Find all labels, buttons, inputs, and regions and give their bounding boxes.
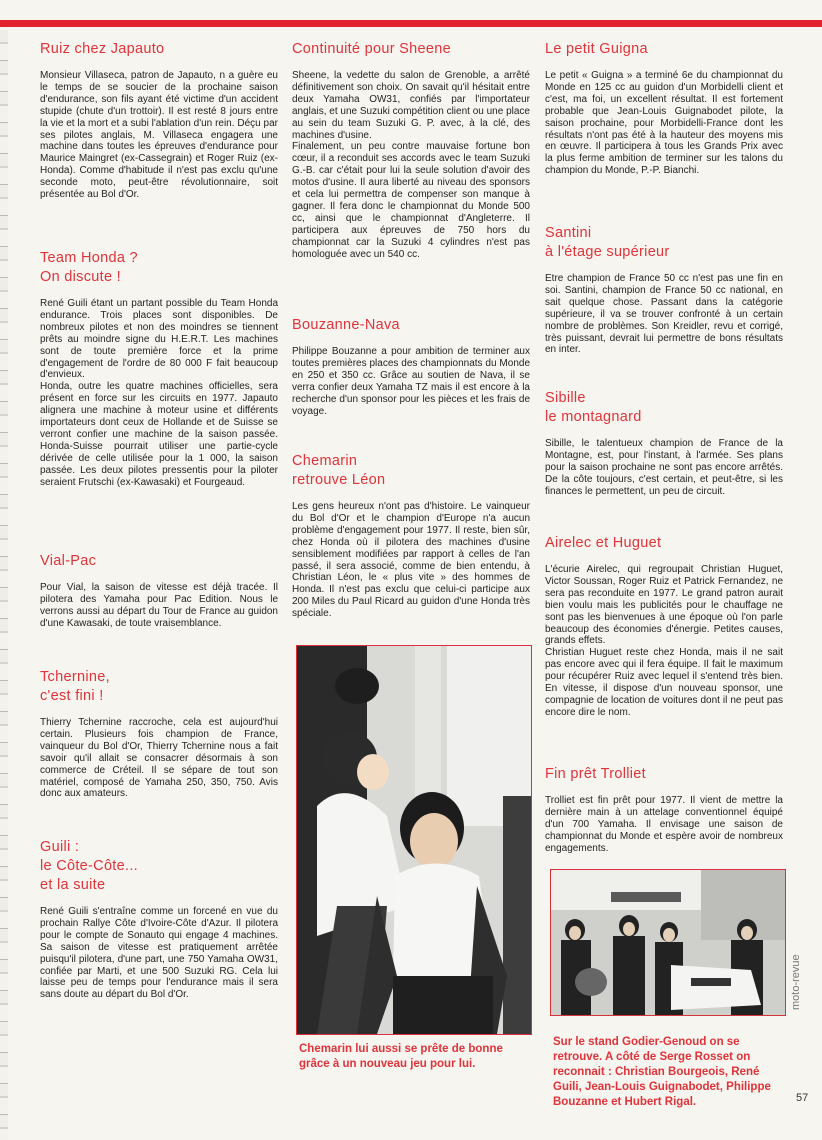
article-bouzanne: [292, 316, 530, 417]
page-number: 57: [796, 1092, 809, 1104]
article-body: Les gens heureux n'ont pas d'histoire. Le vainqueur du Bol d'Or et le champion d'Europe n'a aucun problème d'engagement pour 1977. Il reste, bien sûr, chez Honda où il pilotera des machines d'usine sensiblement modifiées par rapport à celles de l'an passé, il sera associé, comme de bien entendu, à Christian Léon, le « plus vite » des hommes de Honda. Il n'est pas exclu que celui-ci participe aux 200 Miles du Paul Ricard au guidon d'une Honda très spéciale.: [292, 501, 530, 620]
photo-chemarin-image: [297, 646, 531, 1034]
photo-godier-genoud-caption: Sur le stand Godier-Genoud on se retrouve. A côté de Serge Rosset on reconnait : Christian Bourgeois, René Guili, Jean-Louis Guignabodet, Philippe Bouzanne et Hubert Rigal.: [553, 1036, 771, 1108]
article-santini: [545, 224, 783, 356]
article-airelec: [545, 534, 783, 719]
binding-edge: [0, 30, 8, 1140]
magazine-name: moto-revue: [790, 954, 802, 1010]
article-title: Le petit Guigna: [545, 41, 648, 57]
photo-godier-genoud-image: [551, 870, 785, 1015]
article-title: Sibille le montagnard: [545, 390, 642, 425]
article-title: Ruiz chez Japauto: [40, 41, 165, 57]
article-title: Team Honda ? On discute !: [40, 250, 138, 285]
article-body: Pour Vial, la saison de vitesse est déjà tracée. Il pilotera des Yamaha pour Pac Edition. Nous le verrons aussi au départ du Tour de France au guidon d'une Kawasaki, de toute vraisemblance.: [40, 582, 278, 629]
article-body: Sheene, la vedette du salon de Grenoble, a arrêté définitivement son choix. On savait qu'il hésitait entre deux Yamaha OW31, confiés par l'importateur anglais, et une Suzuki compétition client ou une place au sein du team Suzuki G. P. avec, à la clé, des machines d'usine. Finalement, un peu contre mauvaise fortune bon cœur, il a reconduit ses accords avec le team Suzuki G.-B. car c'était pour lui la seule solution d'avoir des motos d'usine. Il aura liberté au niveau des sponsors et cela lui permettra de compenser son manque à gagner. Il fera donc le championnat du Monde 500 cc, ainsi que le championnat d'Angleterre. Il participera aux épreuves de 750 hors du championnat car la Suzuki 4 cylindres n'est pas homologuée avec un 540 cc.: [292, 70, 530, 260]
article-title: Continuité pour Sheene: [292, 41, 451, 57]
article-team-honda: [40, 249, 278, 489]
article-body: Le petit « Guigna » a terminé 6e du championnat du Monde en 125 cc au guidon d'un Morbidelli client et c'est, ma foi, un excellent résultat. Il est fortement probable que Jean-Louis Guignabodet pilote, la saison prochaine, pour Morbidelli-France dont les résultats n'ont pas été à la hauteur des moyens mis en œuvre. Il participera à tous les Grands Prix avec la plus ferme ambition de terminer sur les talons du champion du Monde, P.-P. Bianchi.: [545, 70, 783, 177]
article-title: Chemarin retrouve Léon: [292, 453, 386, 488]
article-body: René Guili s'entraîne comme un forcené en vue du prochain Rallye Côte d'Ivoire-Côte d'Azur. Il pilotera pour le compte de Sonauto qui engage 4 machines. Sa saison de vitesse est pratiquement arrêtée puisqu'il pilotera, d'une part, une 750 Yamaha OW31, confiée par Marti, et une 500 Suzuki RG. Cela lui laisse peu de temps pour l'endurance mais il sera sans doute au départ du Bol d'Or.: [40, 906, 278, 1001]
photo-chemarin: [296, 645, 532, 1035]
article-sibille: [545, 389, 783, 498]
article-sheene: [292, 40, 530, 261]
article-title: Tchernine, c'est fini !: [40, 669, 110, 704]
article-chemarin: [292, 452, 530, 620]
article-title: Vial-Pac: [40, 553, 97, 569]
article-title: Airelec et Huguet: [545, 535, 662, 551]
article-body: Etre champion de France 50 cc n'est pas une fin en soi. Santini, champion de France 50 cc national, en sait quelque chose. Passant dans la catégorie supérieure, il va se trouver confronté à un certain nombre de problèmes. Son Kreidler, revu et corrigé, très puissant, devrait lui permettre de bons résultats en inter.: [545, 273, 783, 356]
photo-chemarin-caption: Chemarin lui aussi se prête de bonne grâce à un nouveau jeu pour lui.: [299, 1043, 503, 1070]
article-tchernine: [40, 668, 278, 800]
article-guili: [40, 838, 278, 1001]
article-body: Sibille, le talentueux champion de France de la Montagne, est, pour l'instant, à l'armée. Ses plans pour la saison prochaine ne sont pas encore arrêtés. De la côte toujours, c'est certain, et peut-être, si les finances le permettent, un peu de circuit.: [545, 438, 783, 497]
article-body: Philippe Bouzanne a pour ambition de terminer aux toutes premières places des championnats du Monde en 250 et 350 cc. Grâce au soutien de Nava, il se verra confier deux Yamaha TZ mais il est encore à la recherche d'un sponsor pour les pièces et les frais de voyage.: [292, 346, 530, 417]
photo-godier-genoud: [550, 869, 786, 1016]
article-title: Fin prêt Trolliet: [545, 766, 646, 782]
article-trolliet: [545, 765, 783, 855]
article-title: Santini à l'étage supérieur: [545, 225, 670, 260]
article-body: René Guili étant un partant possible du Team Honda endurance. Trois places sont disponibles. De nombreux pilotes et non des moindres se tiennent prêts au moindre signe du H.E.R.T. Les machines sont de toute première force et la prime d'engagement de l'ordre de 80 000 F fait beaucoup d'envieux. Honda, outre les quatre machines officielles, sera présent en force sur les circuits en 1977. Japauto alignera une machine à moteur usine et différents importateurs dont ceux de Hollande et de Suisse se verront confier une machine de la saison passée. Honda-Suisse pourrait utiliser une partie-cycle dérivée de celle utilisée pour la 1 000, la saison passée. Les deux pilotes pressentis pour la piloter seraient Frutschi (ex-Kawasaki) et Fourgeaud.: [40, 298, 278, 488]
article-body: Monsieur Villaseca, patron de Japauto, n a guère eu le temps de se soucier de la prochaine saison d'endurance, son fils ayant été victime d'un accident stupide (chute d'un trottoir). Il est resté 8 jours entre la vie et la mort et a subi l'ablation d'un rein. Déçu par ses pilotes anglais, M. Villaseca engagera une machine dans toutes les épreuves d'endurance pour Maurice Maingret (ex-Cassegrain) et Roger Ruiz (ex-Honda). Comme d'habitude il n'est pas exclu qu'une seconde moto, peut-être révolutionnaire, soit présentée au Bol d'Or.: [40, 70, 278, 201]
article-title: Guili : le Côte-Côte... et la suite: [40, 839, 138, 893]
article-vial-pac: [40, 552, 278, 630]
article-body: Trolliet est fin prêt pour 1977. Il vient de mettre la dernière main à un attelage conventionnel équipé d'un 700 Yamaha. Il envisage une saison de championnat du Monde et espère avoir de nombreux engagements.: [545, 795, 783, 854]
article-ruiz: [40, 40, 278, 201]
article-title: Bouzanne-Nava: [292, 317, 400, 333]
article-body: Thierry Tchernine raccroche, cela est aujourd'hui certain. Plusieurs fois champion de France, vainqueur du Bol d'Or, Thierry Tchernine nous a fait savoir qu'il allait se consacrer désormais à son commerce de Créteil. Il se sépare de tout son matériel, composé de Yamaha 250, 350, 750. Avis donc aux amateurs.: [40, 717, 278, 800]
article-body: L'écurie Airelec, qui regroupait Christian Huguet, Victor Soussan, Roger Ruiz et Patrick Fernandez, ne sera pas reconduite en 1977. Le grand patron aurait bien voulu mais les publicités pour le chauffage ne sont pas les bienvenues à une époque où l'on parle beaucoup des économies d'énergie. Petites causes, grands effets. Christian Huguet reste chez Honda, mais il ne sait pas encore avec qui il fera équipe. Il fait le maximum pour récupérer Ruiz avec lequel il s'entend très bien. En vitesse, il dispose d'un nouveau sponsor, une compagnie de location de voitures dont il ne peut pas encore dire le nom.: [545, 564, 783, 718]
article-guigna: [545, 40, 783, 177]
top-red-bar: [0, 20, 822, 27]
